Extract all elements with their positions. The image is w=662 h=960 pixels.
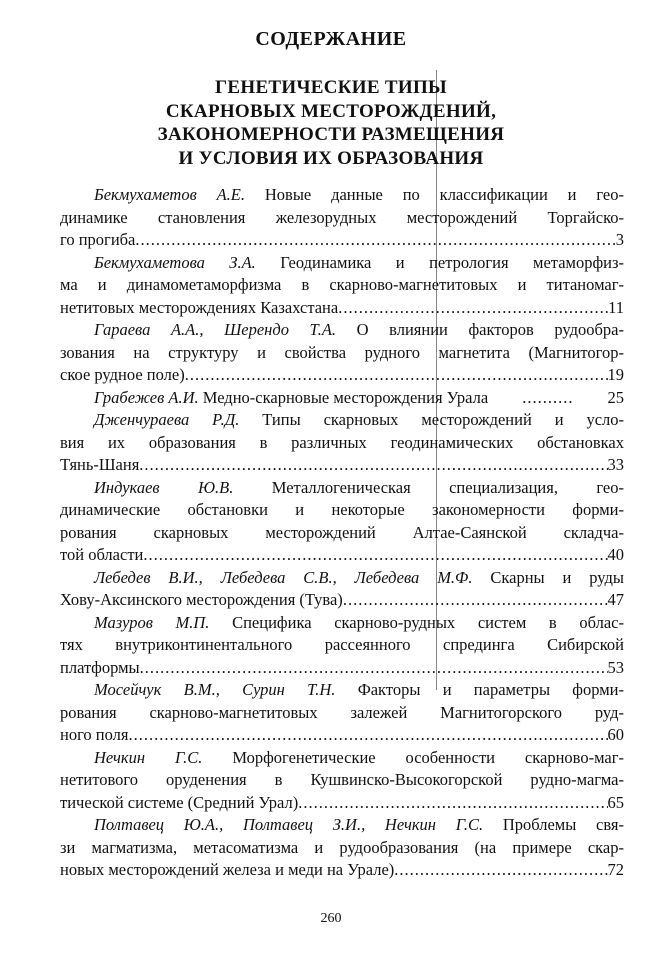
toc-entry-title-text: зования на структуру и свойства рудного магнетита (Магнитогор- xyxy=(60,342,624,362)
toc-leader-dots xyxy=(338,297,608,320)
toc-entry-line xyxy=(60,454,624,477)
toc-entry-authors: Гараева А.А., Шерендо Т.А. xyxy=(94,320,337,339)
toc-entry-title-text: платформы xyxy=(60,657,140,677)
section-heading xyxy=(0,76,662,170)
toc-entry-line xyxy=(60,792,624,815)
section-heading-line: ГЕНЕТИЧЕСКИЕ ТИПЫ xyxy=(215,77,447,98)
toc-entry-page: 3 xyxy=(615,230,624,249)
toc-entry-authors: Мазуров М.П. xyxy=(94,612,210,632)
toc-leader-dots xyxy=(143,544,607,567)
toc-entry-line xyxy=(60,319,624,342)
toc-entry[interactable] xyxy=(60,319,624,387)
toc-entry-title-text: рования скарновых месторождений Алтае-Саянской складча- xyxy=(60,522,624,542)
toc-entry-line xyxy=(60,297,624,320)
toc-entry-line xyxy=(60,724,624,747)
toc-entry-authors: Полтавец Ю.А., Полтавец З.И., Нечкин Г.С. xyxy=(94,815,484,834)
toc-entry-authors: Грабежев А.И. xyxy=(94,387,199,407)
toc-entry-line xyxy=(60,274,624,297)
toc-entry-title-text: тической системе (Средний Урал) xyxy=(60,792,299,812)
toc-entry-title-text: Морфогенетические особенности скарново-маг- xyxy=(202,747,624,767)
toc-entry-text xyxy=(60,387,488,410)
toc-entry-text xyxy=(60,792,298,815)
toc-entry[interactable] xyxy=(60,814,624,882)
toc-entry-line xyxy=(60,567,624,590)
toc-entry-title-text: Специфика скарново-рудных систем в облас- xyxy=(209,612,624,632)
toc-entry-title-text: нетитовых месторождениях Казахстана xyxy=(60,297,339,317)
toc-entry-line xyxy=(60,814,624,837)
toc-entry-line xyxy=(60,747,624,770)
toc-entry-text xyxy=(60,544,143,567)
toc-entry[interactable] xyxy=(60,747,624,815)
toc-entry-line xyxy=(60,229,624,252)
toc-entry-title-text: Тянь-Шаня xyxy=(60,455,140,474)
toc-entry-title-text: той области xyxy=(60,545,144,564)
toc-entry-page: 72 xyxy=(607,860,624,879)
toc-entry-page: 40 xyxy=(607,545,624,564)
toc-entry-line xyxy=(60,859,624,882)
page-number: 260 xyxy=(320,911,342,926)
toc-entry-authors: Лебедев В.И., Лебедева С.В., Лебедева М.Ф. xyxy=(94,567,473,587)
toc-entry-page: 19 xyxy=(607,365,624,384)
toc-entries xyxy=(60,184,624,882)
toc-entry-authors: Мосейчук В.М., Сурин Т.Н. xyxy=(94,680,336,699)
toc-entry-title-text: Геодинамика и петрология метаморфиз- xyxy=(255,252,624,272)
toc-entry-line xyxy=(60,477,624,500)
toc-leader-dots xyxy=(139,454,607,477)
toc-entry-page: 47 xyxy=(607,590,624,609)
toc-leader-dots xyxy=(135,229,615,252)
section-heading-line: И УСЛОВИЯ ИХ ОБРАЗОВАНИЯ xyxy=(178,147,484,169)
toc-leader-dots xyxy=(298,792,607,815)
toc-entry-text xyxy=(60,364,185,387)
toc-entry-title-text: нетитового оруденения в Кушвинско-Высокогорской рудно-магма- xyxy=(60,770,624,789)
toc-entry-line xyxy=(60,207,624,230)
toc-entry-text xyxy=(60,724,129,747)
toc-entry-line xyxy=(60,409,624,432)
toc-entry-page: 25 xyxy=(607,387,624,407)
section-heading-line: ЗАКОНОМЕРНОСТИ РАЗМЕЩЕНИЯ xyxy=(157,124,505,145)
toc-leader-dots xyxy=(394,859,607,882)
toc-entry-title-text: Типы скарновых месторождений и усло- xyxy=(239,410,624,429)
toc-leader-dots xyxy=(140,657,608,680)
toc-entry-title-text: динамике становления железорудных месторождений Торгайско- xyxy=(60,207,624,227)
toc-entry-line xyxy=(60,364,624,387)
contents-title: СОДЕРЖАНИЕ xyxy=(255,28,407,50)
section-heading-line: СКАРНОВЫХ МЕСТОРОЖДЕНИЙ, xyxy=(165,100,497,122)
toc-entry-title-text: Новые данные по классификации и гео- xyxy=(245,185,624,204)
toc-entry-text xyxy=(60,589,343,612)
toc-entry-title-text: Хову-Аксинского месторождения (Тува) xyxy=(60,590,343,609)
toc-entry-line xyxy=(60,702,624,725)
toc-entry-page: 65 xyxy=(607,792,624,812)
toc-entry-title-text: динамические обстановки и некоторые закономерности форми- xyxy=(60,500,624,519)
toc-entry-page: 53 xyxy=(607,657,624,677)
toc-leader-dots xyxy=(185,364,608,387)
toc-entry-line xyxy=(60,612,624,635)
toc-entry-page: 33 xyxy=(607,455,624,474)
toc-entry-line xyxy=(60,657,624,680)
toc-entry[interactable] xyxy=(60,679,624,747)
toc-entry-title-text: рования скарново-магнетитовых залежей Магнитогорского руд- xyxy=(60,702,624,722)
toc-entry-authors: Нечкин Г.С. xyxy=(94,747,203,767)
toc-entry-line xyxy=(60,679,624,702)
toc-entry-line xyxy=(60,522,624,545)
toc-entry-line xyxy=(60,342,624,365)
toc-entry-line xyxy=(60,252,624,275)
toc-entry-title-text: Медно-скарновые месторождения Урала xyxy=(198,387,489,407)
toc-entry[interactable] xyxy=(60,567,624,612)
toc-entry-title-text: новых месторождений железа и меди на Урале) xyxy=(60,860,395,879)
toc-entry-line xyxy=(60,387,624,410)
toc-entry[interactable] xyxy=(60,409,624,477)
toc-leader-dots xyxy=(488,387,573,410)
toc-entry-line xyxy=(60,544,624,567)
toc-entry-line xyxy=(60,184,624,207)
toc-entry-line xyxy=(60,769,624,792)
toc-leader-dots xyxy=(343,589,608,612)
toc-entry-page: 11 xyxy=(608,297,624,317)
toc-entry[interactable] xyxy=(60,387,624,410)
toc-entry-text xyxy=(60,859,394,882)
toc-entry-authors: Бекмухаметов А.Е. xyxy=(94,185,245,204)
toc-entry-text xyxy=(60,297,338,320)
toc-entry-title-text: ного поля xyxy=(60,725,129,744)
toc-entry-authors: Бекмухаметова З.А. xyxy=(94,252,256,272)
toc-entry-title-text: Факторы и параметры форми- xyxy=(335,680,624,699)
toc-entry-title-text: зи магматизма, метасоматизма и рудообразования (на примере скар- xyxy=(60,837,624,857)
toc-entry-title-text: О влиянии факторов рудообра- xyxy=(336,320,624,339)
toc-leader-dots xyxy=(129,724,608,747)
toc-entry-authors: Индукаев Ю.В. xyxy=(94,477,234,497)
toc-entry-title-text: ское рудное поле) xyxy=(60,365,185,384)
toc-entry-title-text: го прогиба xyxy=(60,230,136,249)
toc-entry-title-text: Проблемы свя- xyxy=(483,815,624,834)
toc-entry-page: 60 xyxy=(607,725,624,744)
toc-entry-authors: Дженчураева Р.Д. xyxy=(94,410,240,429)
toc-entry[interactable] xyxy=(60,184,624,252)
toc-entry-title-text: Металлогеническая специализация, гео- xyxy=(233,477,624,497)
toc-entry-title-text: вия их образования в различных геодинамических обстановках xyxy=(60,432,624,452)
toc-entry[interactable] xyxy=(60,477,624,567)
toc-entry-line xyxy=(60,589,624,612)
toc-entry-text xyxy=(60,229,135,252)
toc-entry[interactable] xyxy=(60,252,624,320)
toc-entry-line xyxy=(60,432,624,455)
toc-entry-text xyxy=(60,657,140,680)
toc-entry-title-text: тях внутриконтинентального рассеянного спрединга Сибирской xyxy=(60,635,624,654)
toc-entry-title-text: ма и динамометаморфизма в скарново-магнетитовых и титаномаг- xyxy=(60,275,624,294)
toc-entry-text xyxy=(60,454,139,477)
toc-entry[interactable] xyxy=(60,612,624,680)
toc-entry-line xyxy=(60,837,624,860)
toc-entry-line xyxy=(60,499,624,522)
toc-entry-line xyxy=(60,634,624,657)
toc-entry-title-text: Скарны и руды xyxy=(472,567,624,587)
